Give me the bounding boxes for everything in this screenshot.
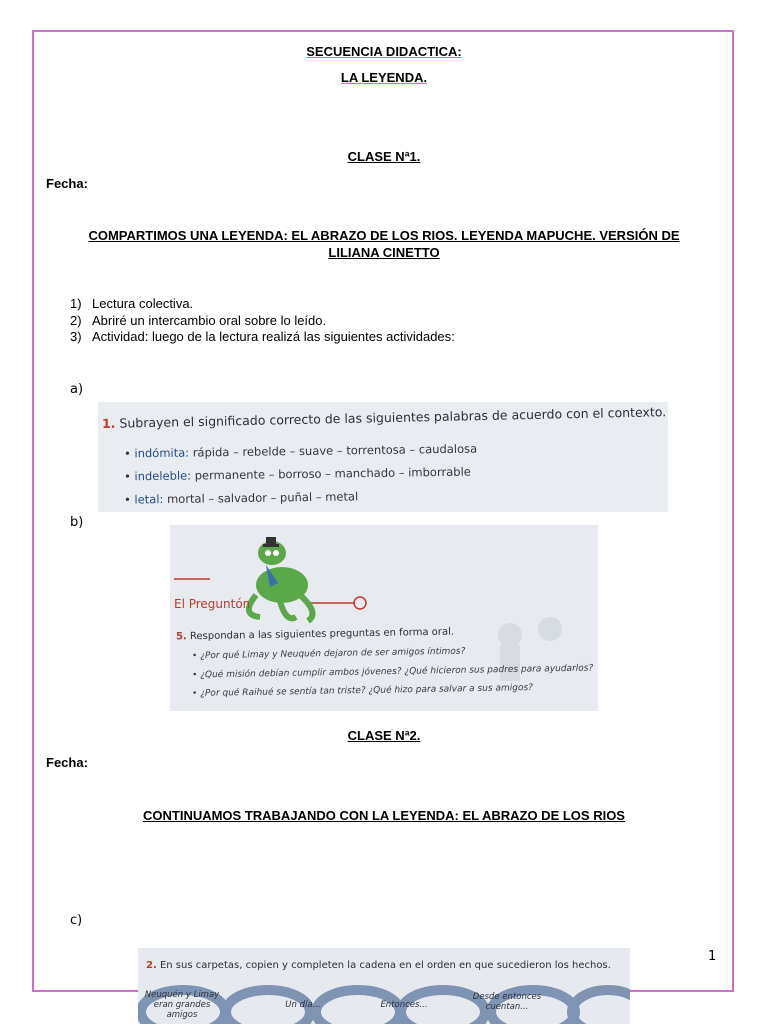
exercise-b-question: • ¿Por qué Raihué se sentía tan triste? ¿Qué hizo para salvar a sus amigos? xyxy=(191,683,534,699)
chain-step: Un día... xyxy=(285,1000,321,1010)
class1-heading-line2: LILIANA CINETTO xyxy=(328,245,440,260)
exercise-a-row: • letal: mortal – salvador – puñal – metal xyxy=(123,489,359,507)
exercise-a-title: 1. Subrayen el significado correcto de las siguientes palabras de acuerdo con el contexto. xyxy=(101,404,667,431)
exercise-b-question: • ¿Por qué Limay y Neuquén dejaron de ser amigos íntimos? xyxy=(191,646,466,662)
list-item: 3) Actividad: luego de la lectura realizá las siguientes actividades: xyxy=(70,329,455,344)
page-number: 1 xyxy=(708,949,717,964)
label-c: c) xyxy=(70,913,83,928)
document-title: SECUENCIA DIDACTICA: xyxy=(306,44,462,59)
label-a: a) xyxy=(70,382,84,397)
class2-title: CLASE Nª2. xyxy=(347,728,421,743)
class1-heading-line1: COMPARTIMOS UNA LEYENDA: EL ABRAZO DE LOS RIOS. LEYENDA MAPUCHE. VERSIÓN DE xyxy=(88,228,680,243)
exercise-a-row: • indómita: rápida – rebelde – suave – torrentosa – caudalosa xyxy=(123,441,478,461)
chain-step: Entonces... xyxy=(380,1000,428,1010)
section-pregunton: El Preguntón xyxy=(174,597,251,611)
exercise-b-photo xyxy=(170,525,598,711)
list-item: 2) Abriré un intercambio oral sobre lo leído. xyxy=(70,312,327,328)
class1-date-label: Fecha: xyxy=(46,176,88,191)
exercise-a-photo xyxy=(98,402,668,512)
dragon-illustration xyxy=(170,525,598,711)
class2-heading: CONTINUAMOS TRABAJANDO CON LA LEYENDA: EL ABRAZO DE LOS RIOS xyxy=(143,808,625,823)
exercise-c-photo xyxy=(138,948,630,1024)
class1-title: CLASE Nª1. xyxy=(347,149,421,164)
activity-list xyxy=(70,296,455,346)
label-b: b) xyxy=(70,515,84,530)
class1-heading xyxy=(0,228,768,260)
list-item: 1) Lectura colectiva. xyxy=(70,296,194,311)
class2-date-label: Fecha: xyxy=(46,755,88,770)
exercise-b-title: 5. Respondan a las siguientes preguntas en forma oral. xyxy=(175,626,455,643)
chain-step: Desde entonces cuentan... xyxy=(472,992,542,1012)
chain-step: Neuquén y Limay eran grandes amigos xyxy=(144,990,220,1020)
exercise-c-title: 2. En sus carpetas, copien y completen la cadena en el orden en que sucedieron los hechos. xyxy=(146,960,611,971)
document-subtitle: LA LEYENDA. xyxy=(340,70,428,85)
exercise-b-question: • ¿Qué misión debían cumplir ambos jóvenes? ¿Qué hicieron sus padres para ayudarlos? xyxy=(191,663,594,681)
exercise-a-row: • indeleble: permanente – borroso – manchado – imborrable xyxy=(123,464,471,484)
